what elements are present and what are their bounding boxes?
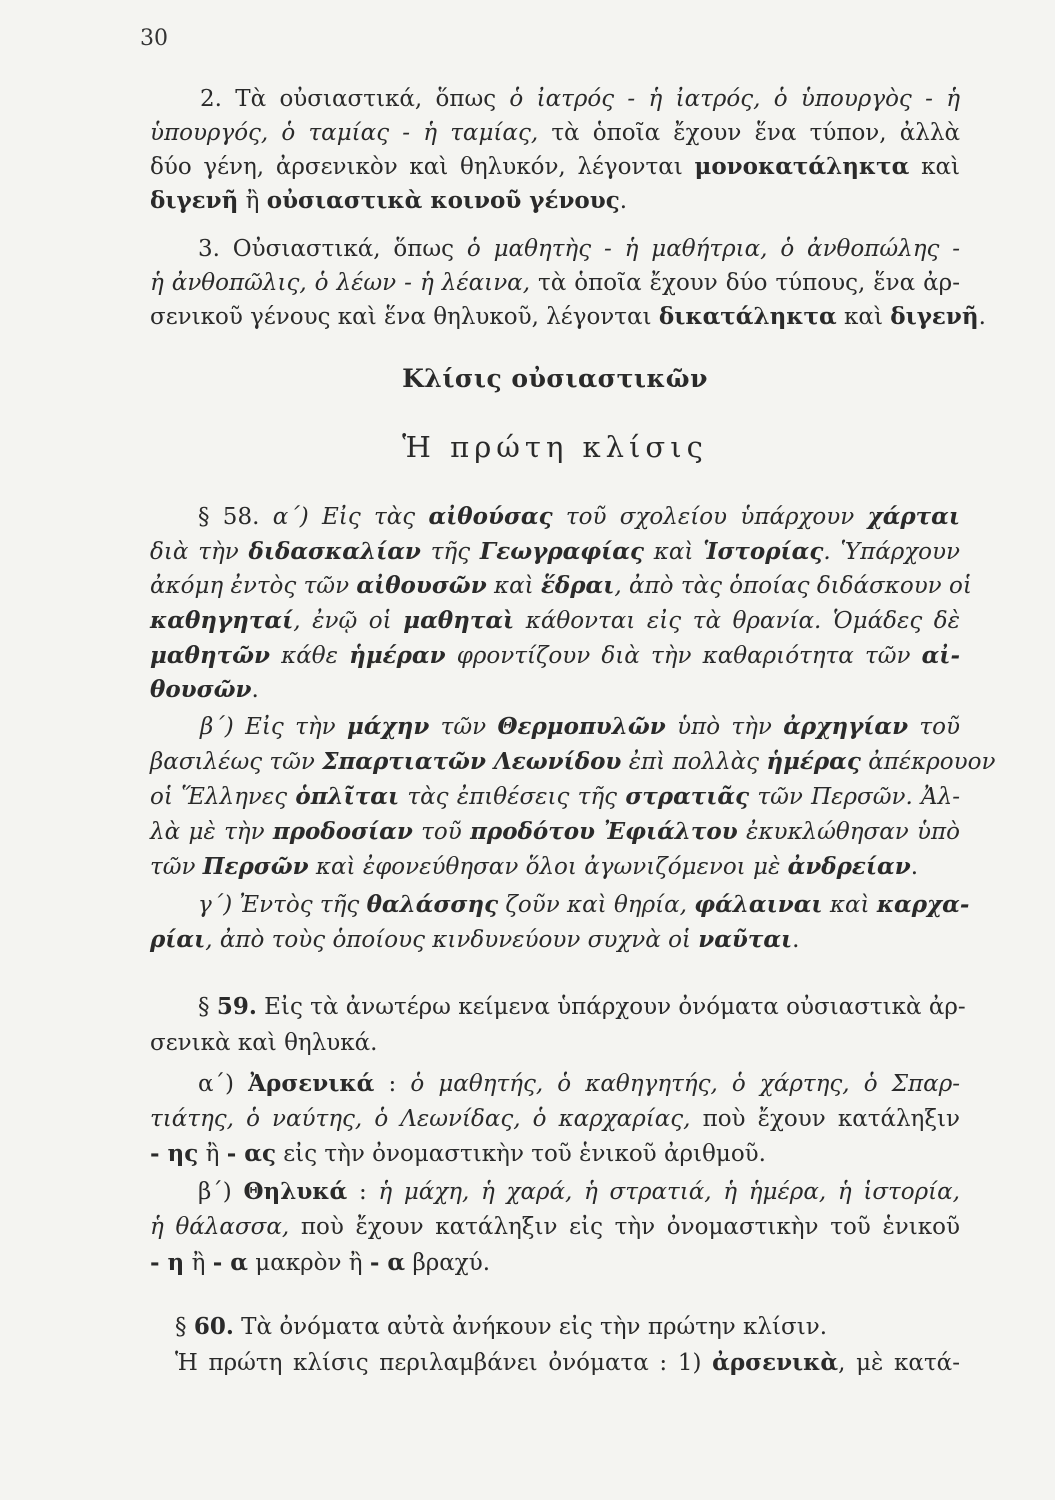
text-run: , μὲ κατά- — [838, 1350, 960, 1376]
text-run: . — [792, 927, 800, 953]
text-run: μονοκατάληκτα — [694, 153, 910, 180]
text-line — [150, 1246, 960, 1280]
text-run: ἢ — [238, 188, 267, 214]
text-run: . Ὑπάρχουν — [823, 539, 960, 565]
text-line — [198, 232, 960, 266]
text-line — [150, 923, 960, 957]
text-run: τοῦ — [412, 819, 471, 845]
text-run: Ἱστορίας — [703, 538, 824, 565]
section-heading — [150, 362, 960, 396]
text-run: ἀπέκρουον — [860, 749, 996, 775]
text-run: Γεωγραφίας — [479, 538, 644, 565]
text-line — [150, 1210, 960, 1244]
text-run: , ἀπὸ τὰς ὁποίας διδάσκουν οἱ — [614, 573, 972, 599]
text-line — [198, 888, 970, 922]
text-line — [150, 850, 960, 884]
text-run: α΄) Εἰς τὰς — [272, 504, 429, 530]
text-run: Σπαρτιατῶν Λεωνίδου — [322, 748, 622, 775]
text-run: - ης — [150, 1140, 199, 1167]
text-run: καὶ ἐφονεύθησαν ὅλοι ἀγωνιζόμενοι μὲ — [308, 854, 788, 880]
text-line — [150, 1137, 960, 1171]
text-run: ἢ — [198, 1141, 227, 1167]
text-run: τὰς ἐπιθέσεις τῆς — [399, 784, 626, 810]
text-run: § 58. — [198, 504, 273, 530]
text-run: τῶν Περσῶν. Ἀλ- — [749, 784, 961, 810]
text-line — [150, 266, 960, 300]
page-number: 30 — [140, 26, 168, 51]
text-run: αἰ- — [921, 642, 960, 669]
text-run: : — [374, 1071, 411, 1097]
text-run: τοῦ σχολείου ὑπάρχουν — [552, 504, 868, 530]
text-run: οὐσιαστικὰ κοινοῦ γένους — [266, 187, 620, 214]
text-run: . — [251, 677, 259, 703]
text-run: ὑπὸ τὴν — [665, 714, 784, 740]
text-run: Ἡ πρώτη κλίσις — [402, 430, 708, 464]
text-run: ἡμέραν — [349, 642, 446, 669]
text-run: ὁ μαθητής, ὁ καθηγητής, ὁ χάρτης, ὁ Σπαρ- — [410, 1071, 960, 1097]
text-run: τιάτης, ὁ ναύτης, ὁ Λεωνίδας, ὁ καρχαρίας, — [150, 1106, 691, 1132]
text-run: καθηγηταί — [150, 607, 294, 634]
text-run: Ἡ πρώτη κλίσις περιλαμβάνει ὀνόματα : 1) — [175, 1350, 713, 1376]
text-line — [198, 500, 960, 534]
text-run: τῆς — [420, 539, 480, 565]
text-run: εἰς τὴν ὀνομαστικὴν τοῦ ἑνικοῦ ἀριθμοῦ. — [275, 1141, 766, 1167]
text-run: αἰθούσας — [428, 503, 553, 530]
text-run: ἐπὶ πολλὰς — [621, 749, 767, 775]
text-run: , ἀπὸ τοὺς ὁποίους κινδυνεύουν συχνὰ οἱ — [205, 927, 699, 953]
text-run: ἡ ἀνθοπῶλις, ὁ λέων - ἡ λέαινα, — [150, 270, 531, 296]
text-run: μακρὸν ἢ — [247, 1250, 370, 1276]
text-run: καὶ — [909, 154, 960, 180]
text-run: ὁπλῖται — [295, 783, 400, 810]
text-line — [150, 780, 960, 814]
text-run: - η — [150, 1249, 185, 1276]
text-run: 3. Οὐσιαστικά, ὅπως — [198, 236, 467, 262]
text-line — [150, 300, 986, 334]
text-run: ζοῦν καὶ θηρία, — [498, 892, 695, 918]
text-run: τὰ ὁποῖα ἔχουν ἕνα τύπον, ἀλλὰ — [538, 120, 960, 146]
text-run: σενικὰ καὶ θηλυκά. — [150, 1030, 378, 1056]
text-run: β΄) Εἰς τὴν — [200, 714, 347, 740]
text-run: ποὺ ἔχουν κατάληξιν εἰς τὴν ὀνομαστικὴν τοῦ ἑνικοῦ — [289, 1214, 960, 1240]
text-run: ἐκυκλώθησαν ὑπὸ — [737, 819, 960, 845]
text-run: Εἰς τὰ ἀνωτέρω κείμενα ὑπάρχουν ὀνόματα οὐσιαστικὰ ἀρ- — [256, 994, 966, 1020]
text-run: 59. — [216, 993, 257, 1020]
text-run: τῶν — [429, 714, 498, 740]
text-run: βραχύ. — [405, 1250, 491, 1276]
text-run: φάλαιναι — [694, 891, 823, 918]
text-run: θουσῶν — [150, 676, 252, 703]
text-run: καὶ — [643, 539, 704, 565]
text-run: δικατάληκτα — [658, 303, 837, 330]
text-run: προδότου Ἐφιάλτου — [470, 818, 738, 845]
text-run: 2. Τὰ οὐσιαστικά, ὅπως — [200, 86, 510, 112]
text-run: : — [347, 1179, 379, 1205]
text-run: ἡ μάχη, ἡ χαρά, ἡ στρατιά, ἡ ἡμέρα, ἡ ἱστορία, — [378, 1179, 960, 1205]
text-run: σενικοῦ γένους καὶ ἕνα θηλυκοῦ, λέγονται — [150, 304, 659, 330]
text-run: § — [198, 994, 217, 1020]
text-run: λὰ μὲ τὴν — [150, 819, 273, 845]
text-run: ἀρχηγίαν — [783, 713, 909, 740]
text-line — [175, 1310, 985, 1344]
text-run: ναῦται — [698, 926, 793, 953]
text-run: Ἀρσενικά — [248, 1070, 375, 1097]
text-run: αἰθουσῶν — [356, 572, 487, 599]
text-run: καὶ — [836, 304, 891, 330]
text-run: τῶν — [150, 854, 203, 880]
text-line — [200, 710, 960, 744]
text-run: μαθηταὶ — [403, 607, 515, 634]
text-run: γ΄) Ἐντὸς τῆς — [198, 892, 367, 918]
text-run: δύο γένη, ἀρσενικὸν καὶ θηλυκόν, λέγονται — [150, 154, 695, 180]
text-run: μαθητῶν — [150, 642, 270, 669]
text-run: ἀκόμη ἐντὸς τῶν — [150, 573, 357, 599]
text-run: ὁ μαθητὴς - ἡ μαθήτρια, ὁ ἀνθοπώλης - — [466, 236, 960, 262]
text-run: προδοσίαν — [272, 818, 413, 845]
text-run: α΄) — [198, 1071, 249, 1097]
text-run: ὁ ἰατρός - ἡ ἰατρός, ὁ ὑπουργὸς - ἡ — [509, 86, 960, 112]
text-line — [198, 1175, 960, 1209]
text-run: ἡμέρας — [766, 748, 861, 775]
text-run: - ας — [226, 1140, 276, 1167]
text-line — [150, 569, 972, 603]
text-line — [150, 535, 960, 569]
text-run: ἕδραι — [540, 572, 615, 599]
text-run: ἀρσενικὰ — [712, 1349, 839, 1376]
text-run: , ἐνῷ οἱ — [293, 608, 404, 634]
text-run: ἀνδρείαν — [787, 853, 911, 880]
text-line — [150, 673, 960, 707]
text-run: ἢ — [184, 1250, 213, 1276]
text-line — [175, 1346, 960, 1380]
text-run: ποὺ ἔχουν κατάληξιν — [690, 1106, 961, 1132]
text-run: διγενῆ — [150, 187, 239, 214]
text-line — [150, 150, 960, 184]
text-run: 60. — [193, 1313, 234, 1340]
text-run: β΄) — [198, 1179, 244, 1205]
text-run: Θερμοπυλῶν — [497, 713, 666, 740]
text-line — [150, 116, 960, 150]
text-run: καρχα- — [876, 891, 970, 918]
text-run: § — [175, 1314, 194, 1340]
text-run: . — [619, 188, 628, 214]
text-line — [150, 1102, 960, 1136]
text-run: διδασκαλίαν — [248, 538, 421, 565]
text-run: διγενῆ — [890, 303, 979, 330]
text-run: ρίαι — [150, 926, 206, 953]
text-line — [150, 815, 960, 849]
text-run: ἡ θάλασσα, — [150, 1214, 290, 1240]
text-run: . — [910, 854, 919, 880]
text-line — [200, 82, 960, 116]
text-run: βασιλέως τῶν — [150, 749, 323, 775]
text-run: καὶ — [486, 573, 541, 599]
text-run: ὑπουργός, ὁ ταμίας - ἡ ταμίας, — [150, 120, 539, 146]
text-run: κάθε — [269, 643, 350, 669]
text-run: τοῦ — [908, 714, 960, 740]
text-line — [150, 604, 960, 638]
text-run: καὶ — [822, 892, 877, 918]
text-run: διὰ τὴν — [150, 539, 249, 565]
text-run: οἱ Ἕλληνες — [150, 784, 296, 810]
text-line — [150, 745, 996, 779]
text-line — [150, 639, 960, 673]
text-run: μάχην — [346, 713, 430, 740]
text-run: - α — [369, 1249, 406, 1276]
text-line — [150, 184, 960, 218]
text-run: Κλίσις οὐσιαστικῶν — [402, 364, 708, 393]
text-run: Τὰ ὀνόματα αὐτὰ ἀνήκουν εἰς τὴν πρώτην κλίσιν. — [233, 1314, 828, 1340]
text-run: . — [978, 304, 986, 330]
text-run: Θηλυκά — [243, 1178, 348, 1205]
text-run: Περσῶν — [202, 853, 309, 880]
text-run: τὰ ὁποῖα ἔχουν δύο τύπους, ἕνα ἀρ- — [530, 270, 960, 296]
text-line — [198, 1067, 960, 1101]
subsection-heading — [150, 430, 960, 464]
text-run: στρατιᾶς — [625, 783, 750, 810]
text-line — [150, 1026, 960, 1060]
text-run: χάρται — [867, 503, 960, 530]
text-line — [198, 990, 966, 1024]
text-run: - α — [212, 1249, 248, 1276]
text-run: φροντίζουν διὰ τὴν καθαριότητα τῶν — [445, 643, 922, 669]
text-run: κάθονται εἰς τὰ θρανία. Ὁμάδες δὲ — [514, 608, 960, 634]
text-run: θαλάσσης — [366, 891, 499, 918]
